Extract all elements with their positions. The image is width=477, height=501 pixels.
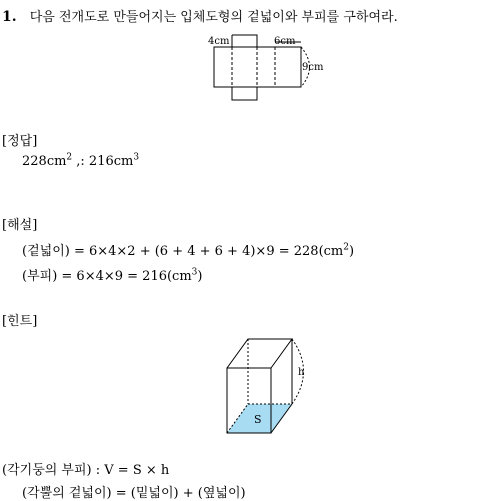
explanation-line-2-text: (부피) = 6×4×9 = 216(cm — [22, 269, 192, 284]
question-line — [2, 6, 398, 25]
answer-area-exp: 2 — [66, 152, 73, 163]
net-label-4cm: 4cm — [208, 36, 230, 47]
explanation-line-1 — [22, 240, 354, 259]
net-label-9cm: 9cm — [302, 62, 324, 73]
prism-top-face — [227, 339, 292, 368]
net-label-6cm: 6cm — [274, 36, 296, 47]
explanation-line-2 — [22, 265, 202, 284]
hint-line-1: (각기둥의 부피) : V = S × h — [2, 463, 170, 478]
prism-height-label: h — [298, 367, 305, 378]
explanation-line-2-end: ) — [197, 269, 203, 284]
answer-heading: [정답] — [2, 134, 38, 149]
net-bottom-face — [232, 87, 257, 100]
prism-diagram — [220, 335, 310, 437]
prism-base-label: S — [254, 413, 262, 426]
answer-volume-exp: 3 — [133, 152, 140, 163]
question-text: 다음 전개도로 만들어지는 입체도형의 겉넓이와 부피를 구하여라. — [29, 10, 398, 25]
explanation-line-1-exp: 2 — [343, 242, 349, 253]
hint-line-2: (각뿔의 겉넓이) = (밑넓이) + (옆넓이) — [22, 486, 246, 501]
question-number: 1. — [2, 9, 17, 25]
answer-text — [22, 154, 139, 169]
explanation-line-2-exp: 3 — [191, 267, 198, 278]
answer-area: 228cm — [22, 154, 67, 169]
net-top-face — [232, 35, 257, 47]
hint-heading: [힌트] — [2, 314, 38, 329]
explanation-heading: [해설] — [2, 218, 38, 233]
answer-volume: ,: 216cm — [72, 154, 134, 169]
explanation-line-1-end: ) — [348, 244, 355, 259]
explanation-line-1-text: (겉넓이) = 6×4×2 + (6 + 4 + 6 + 4)×9 = 228(cm — [22, 244, 344, 259]
